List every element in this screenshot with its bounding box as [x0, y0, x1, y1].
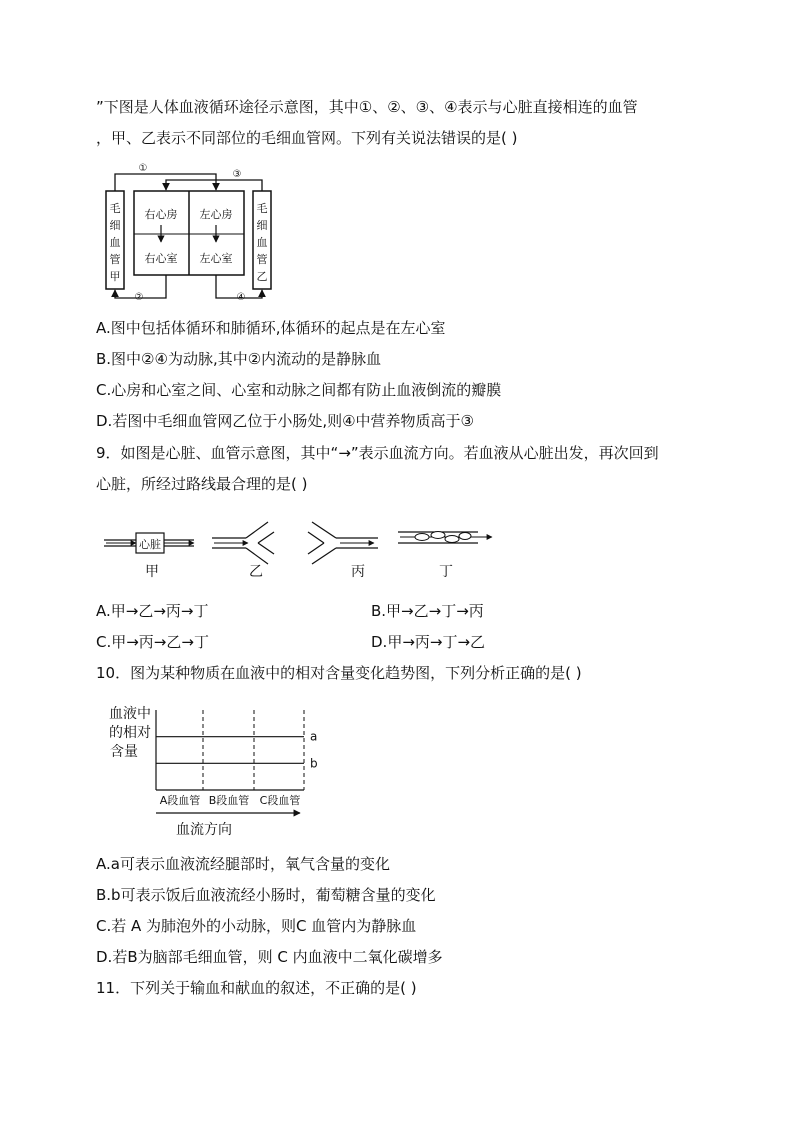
q9-stem-line1: 9．如图是心脏、血管示意图，其中“→”表示血流方向。若血液从心脏出发，再次回到 — [96, 444, 659, 462]
q8-stem-line1: ”下图是人体血液循环途径示意图，其中①、②、③、④表示与心脏直接相连的血管 — [96, 98, 638, 116]
vessel-4-label: ④ — [236, 292, 246, 303]
q8-option-d: D.若图中毛细血管网乙位于小肠处,则④中营养物质高于③ — [96, 412, 474, 430]
cap-right-char-0: 毛 — [256, 202, 268, 215]
label-ding: 丁 — [439, 564, 453, 580]
heart-label: 心脏 — [139, 538, 161, 551]
cap-left-char-3: 管 — [109, 253, 121, 266]
x-tick-b: B段血管 — [208, 794, 250, 807]
vessel-2-label: ② — [134, 292, 144, 303]
cap-left-char-4: 甲 — [109, 270, 121, 283]
figure-bing — [308, 522, 378, 580]
q10-option-d: D.若B为脑部毛细血管，则 C 内血液中二氧化碳增多 — [96, 948, 443, 966]
q8-stem-line2: ，甲、乙表示不同部位的毛细血管网。下列有关说法错误的是( ) — [96, 129, 518, 147]
figure-jia — [104, 533, 194, 580]
q9-stem-line2: 心脏，所经过路线最合理的是( ) — [96, 475, 308, 493]
left-atrium-label: 左心房 — [199, 208, 233, 221]
cap-left-char-1: 细 — [109, 219, 121, 232]
q8-option-c: C.心房和心室之间、心室和动脉之间都有防止血液倒流的瓣膜 — [96, 381, 502, 399]
x-tick-c: C段血管 — [259, 794, 301, 807]
cap-left-char-0: 毛 — [109, 202, 121, 215]
q10-option-a: A.a可表示血液流经腿部时，氧气含量的变化 — [96, 855, 390, 873]
right-ventricle-label: 右心室 — [144, 252, 178, 265]
q9-option-d: D.甲→丙→丁→乙 — [371, 633, 486, 651]
cap-right-char-3: 管 — [256, 253, 268, 266]
content-trend-chart — [96, 700, 336, 845]
y-label-line2: 的相对 — [109, 725, 151, 741]
vessel-1-label: ① — [138, 163, 148, 174]
q10-option-c: C.若 A 为肺泡外的小动脉，则C 血管内为静脉血 — [96, 917, 417, 935]
cap-right-char-2: 血 — [256, 236, 268, 249]
x-tick-a: A段血管 — [159, 794, 201, 807]
series-b-label: b — [310, 756, 318, 771]
vessels-diagram — [96, 512, 506, 587]
label-jia: 甲 — [145, 564, 159, 580]
q10-stem: 10．图为某种物质在血液中的相对含量变化趋势图，下列分析正确的是( ) — [96, 664, 582, 682]
series-a-label: a — [310, 729, 318, 744]
q8-option-a: A.图中包括体循环和肺循环,体循环的起点是在左心室 — [96, 319, 446, 337]
y-label-line1: 血液中 — [109, 706, 151, 722]
label-yi: 乙 — [249, 564, 263, 580]
q9-option-c: C.甲→丙→乙→丁 — [96, 633, 209, 651]
cap-right-char-4: 乙 — [256, 270, 268, 283]
y-label-line3: 含量 — [110, 744, 138, 760]
x-label: 血流方向 — [176, 822, 232, 838]
vessel-3-label: ③ — [232, 169, 242, 180]
q9-option-a: A.甲→乙→丙→丁 — [96, 602, 209, 620]
left-ventricle-label: 左心室 — [199, 252, 233, 265]
cap-left-char-2: 血 — [109, 236, 121, 249]
label-bing: 丙 — [351, 564, 365, 580]
q8-option-b: B.图中②④为动脉,其中②内流动的是静脉血 — [96, 350, 382, 368]
right-atrium-label: 右心房 — [144, 208, 178, 221]
q10-option-b: B.b可表示饭后血液流经小肠时，葡萄糖含量的变化 — [96, 886, 436, 904]
q11-stem: 11．下列关于输血和献血的叙述，不正确的是( ) — [96, 979, 417, 997]
figure-yi — [212, 522, 274, 580]
circulation-diagram — [96, 158, 276, 308]
figure-ding — [398, 532, 492, 581]
vessel-3-path — [166, 180, 262, 191]
cap-right-char-1: 细 — [256, 219, 268, 232]
q9-option-b: B.甲→乙→丁→丙 — [371, 602, 484, 620]
